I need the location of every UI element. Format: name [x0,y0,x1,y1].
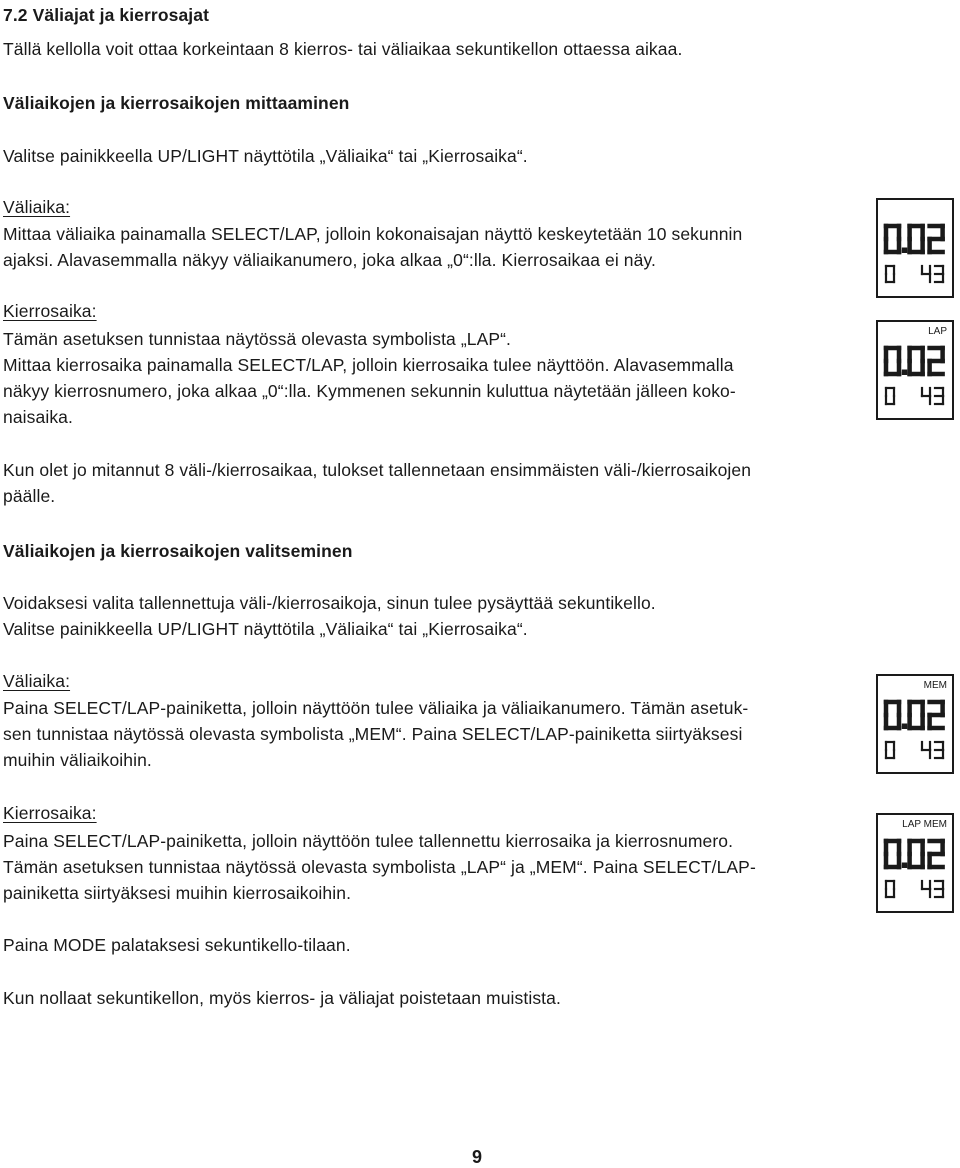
lcd-display-lap-mem [876,813,954,913]
lcd-indicator: LAP [928,326,947,337]
lcd-bottom-right-number [922,266,943,282]
lcd-bottom-left-number [886,742,894,758]
measuring-lap-line: näkyy kierrosnumero, joka alkaa „0“:lla. Kymmenen sekunnin kuluttua näytetään jälleen koko- [3,381,736,401]
lcd-digits [882,324,950,416]
lcd-display-split [876,198,954,298]
lcd-main-time [886,841,943,868]
lcd-display-mem [876,674,954,774]
lcd-bottom-left-number [886,881,894,897]
lcd-bottom-right-number [922,742,943,758]
lcd-digits [882,202,950,294]
section-title: 7.2 Väliajat ja kierrosajat [3,5,210,25]
measuring-lap-line: Mittaa kierrosaika painamalla SELECT/LAP, jolloin kierrosaika tulee näyttöön. Alavasemmalla [3,355,734,375]
measuring-split-line: Mittaa väliaika painamalla SELECT/LAP, jolloin kokonaisajan näyttö keskeytetään 10 sekunnin [3,224,743,244]
selecting-lap-label: Kierrosaika: [3,803,97,823]
measuring-lap-line: Tämän asetuksen tunnistaa näytössä olevasta symbolista „LAP“. [3,329,512,349]
selecting-heading: Väliaikojen ja kierrosaikojen valitseminen [3,541,353,561]
selecting-line: Valitse painikkeella UP/LIGHT näyttötila „Väliaika“ tai „Kierrosaika“. [3,619,528,639]
lcd-indicator: MEM [923,680,947,691]
selecting-lap-line: painiketta siirtyäksesi muihin kierrosaikoihin. [3,883,352,903]
lcd-display-lap [876,320,954,420]
mode-line: Paina MODE palataksesi sekuntikello-tilaan. [3,935,351,955]
lcd-main-time [886,348,943,375]
measuring-lap-label: Kierrosaika: [3,301,97,321]
selecting-split-line: Paina SELECT/LAP-painiketta, jolloin näyttöön tulee väliaika ja väliaikanumero. Tämän asetuk- [3,698,749,718]
lcd-main-time [886,702,943,729]
lcd-digits [882,678,950,770]
measuring-instruction: Valitse painikkeella UP/LIGHT näyttötila „Väliaika“ tai „Kierrosaika“. [3,146,528,166]
lcd-bottom-right-number [922,388,943,404]
lcd-digits [882,817,950,909]
lcd-bottom-left-number [886,266,894,282]
measuring-split-label: Väliaika: [3,197,71,217]
overwrite-line: Kun olet jo mitannut 8 väli-/kierrosaikaa, tulokset tallennetaan ensimmäisten väli-/kierrosaikojen [3,460,752,480]
intro-text: Tällä kellolla voit ottaa korkeintaan 8 kierros- tai väliaikaa sekuntikellon ottaessa aikaa. [3,39,683,59]
measuring-heading: Väliaikojen ja kierrosaikojen mittaaminen [3,93,350,113]
selecting-split-label: Väliaika: [3,671,71,691]
selecting-split-line: muihin väliaikoihin. [3,750,152,770]
overwrite-line: päälle. [3,486,56,506]
lcd-indicator: LAP MEM [902,819,947,830]
selecting-line: Voidaksesi valita tallennettuja väli-/kierrosaikoja, sinun tulee pysäyttää sekuntikello. [3,593,656,613]
lcd-bottom-left-number [886,388,894,404]
lcd-bottom-right-number [922,881,943,897]
selecting-lap-line: Paina SELECT/LAP-painiketta, jolloin näyttöön tulee tallennettu kierrosaika ja kierrosnumero. [3,831,734,851]
selecting-lap-line: Tämän asetuksen tunnistaa näytössä olevasta symbolista „LAP“ ja „MEM“. Paina SELECT/LAP- [3,857,756,877]
measuring-lap-line: naisaika. [3,407,73,427]
lcd-main-time [886,226,943,253]
measuring-split-line: ajaksi. Alavasemmalla näkyy väliaikanumero, joka alkaa „0“:lla. Kierrosaikaa ei näy. [3,250,656,270]
page-number: 9 [472,1147,483,1167]
reset-line: Kun nollaat sekuntikellon, myös kierros- ja väliajat poistetaan muistista. [3,988,561,1008]
selecting-split-line: sen tunnistaa näytössä olevasta symbolista „MEM“. Paina SELECT/LAP-painiketta siirtyäksesi [3,724,743,744]
